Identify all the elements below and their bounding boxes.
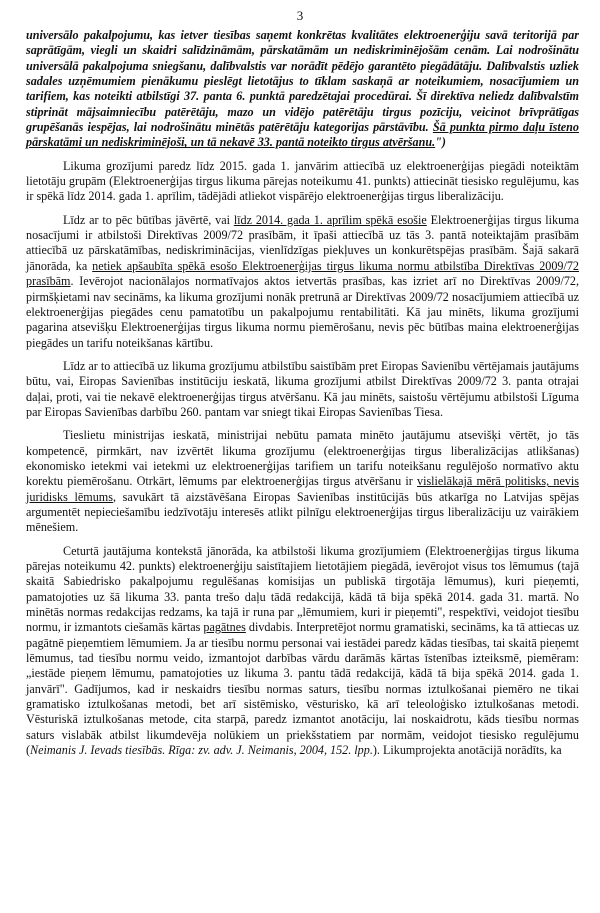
citation: Neimanis J. Ievads tiesībās. Rīga: zv. adv. J. Neimanis, 2004, 152. lpp. (30, 743, 373, 758)
page-number: 3 (296, 8, 304, 23)
quote-text: universālo pakalpojumu, kas ietver tiesības saņemt konkrētas kvalitātes elektroenerģiju savā teritorijā par saprātīgām, viegli un skaidri salīdzināmām, pārskatāmām un nediskriminējošām cenām. Lai nodrošinātu universālā pakalpojuma sniegšanu, dalībvalstis var norādīt pēdējo garantēto piegādātāju. Dalībvalstis uzliek sadales uzņēmumiem pienākumu pieslēgt lietotājus to tīklam saskaņā ar noteikumiem, nosacījumiem un tarifiem, kas noteikti atbilstīgi 37. panta 6. punktā paredzētajai procedūrai. Šī direktīva neliedz dalībvalstīm stiprināt mājsaimniecību patērētāju, mazo un vidējo patērētāju tirgus pozīciju, veicinot brīvprātīgas grupēšanās iespējas, lai nodrošinātu minētās patērētāju kategorijas pārstāvību. (26, 28, 579, 135)
text-run: ). Likumprojekta anotācijā norādīts, ka (372, 743, 562, 758)
underlined-text: līdz 2014. gada 1. aprīlim spēkā esošie (233, 212, 427, 227)
quote-underlined-text: Šā punkta pirmo daļu īsteno pārskatāmi un nediskriminējoši, un tā nekavē 33. pantā noteikto tirgus atvēršanu. (26, 120, 579, 150)
paragraph-amendments: Likuma grozījumi paredz līdz 2015. gada 1. janvārim attiecībā uz elektroenerģijas piegādi noteiktām lietotāju grupām (Elektroenerģijas tirgus likuma pārejas noteikumu 41. punkts) attiecināt tiesisko regulējumu, kas ir spēkā līdz 2014. gada 1. aprīlim, tādējādi atliekot vispārējo elektroenerģijas tirgus liberalizāciju. (26, 158, 579, 204)
quote-closing: ") (435, 135, 446, 150)
text-run: , savukārt tā aizstāvēšana Eiropas Savienības institūcijās būs atkarīga no Latvijas spējas argumentēt nepieciešamību iedzīvotāju interesēs atlikt pilnīgu elektroenerģijas tirgus liberalizāciju uz vairākiem mēnešiem. (26, 489, 579, 535)
text-run: Elektroenerģijas tirgus likuma nosacījumi ir atbilstoši Direktīvas 2009/72 prasībām, it īpaši attiecībā uz tās 3. pantā noteiktajām prasībām attiecībā uz pārskatāmības, nediskriminācijas, vienlīdzīgas piekļuves un konkurētspējas prasībām. Šajā sakarā jānorāda, ka (26, 212, 579, 273)
text-run: Ceturtā jautājuma kontekstā jānorāda, ka atbilstoši likuma grozījumiem (Elektroenerģijas tirgus likuma pārejas noteikumu 42. punkts) elektroenerģiju saistītajiem lietotājiem piegādā, ievērojot visus tos lēmumus (tajā skaitā Sabiedrisko pakalpojumu regulēšanas komisijas un publiskā tirgotāja lēmumus), kuri pieņemti, pamatojoties uz šā likuma 33. panta trešo daļu tādā redakcijā, kādā tā bija spēkā 2014. gada 31. martā. No minētās normas redakcijas redzams, ka tajā ir runa par „lēmumiem, kuri ir pieņemti", respektīvi, veidojot tiesību normu, ir izmantots ciešamās kārtas (26, 543, 579, 635)
document-body (26, 28, 579, 758)
text-run: Līdz ar to pēc būtības jāvērtē, vai (63, 212, 234, 227)
underlined-text: pagātnes (203, 620, 246, 635)
paragraph-compliance (26, 213, 579, 351)
text-run: . Ievērojot nacionālajos normatīvajos aktos ietvertās prasības, kas izriet arī no Direktīvas 2009/72, pirmšķietami nav secināms, ka likuma grozījumi nonāk pretrunā ar Direktīvas 2009/72 nosacījumiem attiecībā uz elektroenerģijas piegādes cenu pamatotību un pakalpojumu rentabilitāti. Kā jau minēts, likuma grozījumi pagarina atsevišķu Elektroenerģijas tirgus likuma normu piemērošanu, nevis pēc būtības maina elektroenerģijas piegādes un tarifu noteikšanas kārtību. (26, 274, 579, 350)
underlined-text: netiek apšaubīta spēkā esošo Elektroenerģijas tirgus likuma normu atbilstība Direktīvas 2009/72 prasībām (26, 258, 579, 289)
underlined-text: vislielākajā mērā politisks, nevis juridisks lēmums (26, 474, 579, 504)
paragraph-ministry-view (26, 428, 579, 535)
paragraph-fourth-question (26, 544, 579, 759)
directive-quote (26, 28, 579, 151)
text-run: Tieslietu ministrijas ieskatā, ministrijai nebūtu pamata minēto jautājumu atsevišķi vērtēt, jo tās kompetencē, pirmkārt, nav izvērtēt likuma grozījumu (elektroenerģijas tirgus liberalizācijas atlikšanas) ekonomisko ietekmi vai ietekmi uz elektroenerģijas tarifiem un tarifu noteikšanu regulējošo normatīvo aktu korektu piemērošanu. Otrkārt, lēmums par elektroenerģijas tirgus atvēršanu ir (26, 428, 579, 489)
paragraph-eu-obligations: Līdz ar to attiecībā uz likuma grozījumu atbilstību saistībām pret Eiropas Savienību vērtējamais jautājums būtu, vai, Eiropas Savienības institūciju ieskatā, likuma grozījumi atbilst Direktīvas 2009/72 3. panta otrajai daļai, proti, vai tie nekavē elektroenerģijas tirgus atvēršanu. Kā jau minēts, saistošu vērtējumu atbilstoši Līguma par Eiropas Savienības darbību 260. pantam var sniegt tikai Eiropas Savienības Tiesa. (26, 358, 579, 419)
text-run: divdabis. Interpretējot normu gramatiski, secināms, ka tā attiecas uz pagātnē pieņemtiem lēmumiem. Ja ar tiesību normu personai vai iestādei paredz kādas tiesības, tai skaitā pieņemt lēmumus, tad tiesību normu veido, izmantojot darbības vārdu darāmās kārtas īstenības izteiksmē, piemēram: „iestāde pieņem lēmumu, pamatojoties uz likuma 3. pantu tādā redakcijā, kādā tā bija spēkā 2014. gada 1. janvārī". Gadījumos, kad ir neskaidrs tiesību normas saturs, tiesību normas iztulkošanai piemēro ne tikai gramatisko iztulkošanas metodi, bet arī sistēmisko, vēsturisko, kā arī teleoloģisko iztulkošanas metodi. Vēsturiskā iztulkošanas metode, cita starpā, paredz izmantot anotāciju, lai noskaidrotu, kāds tiesību normas saturs vislabāk atbilst likumdevēja nolūkiem un priekšstatiem par normām, veidojot tiesisko regulējumu ( (26, 620, 579, 758)
